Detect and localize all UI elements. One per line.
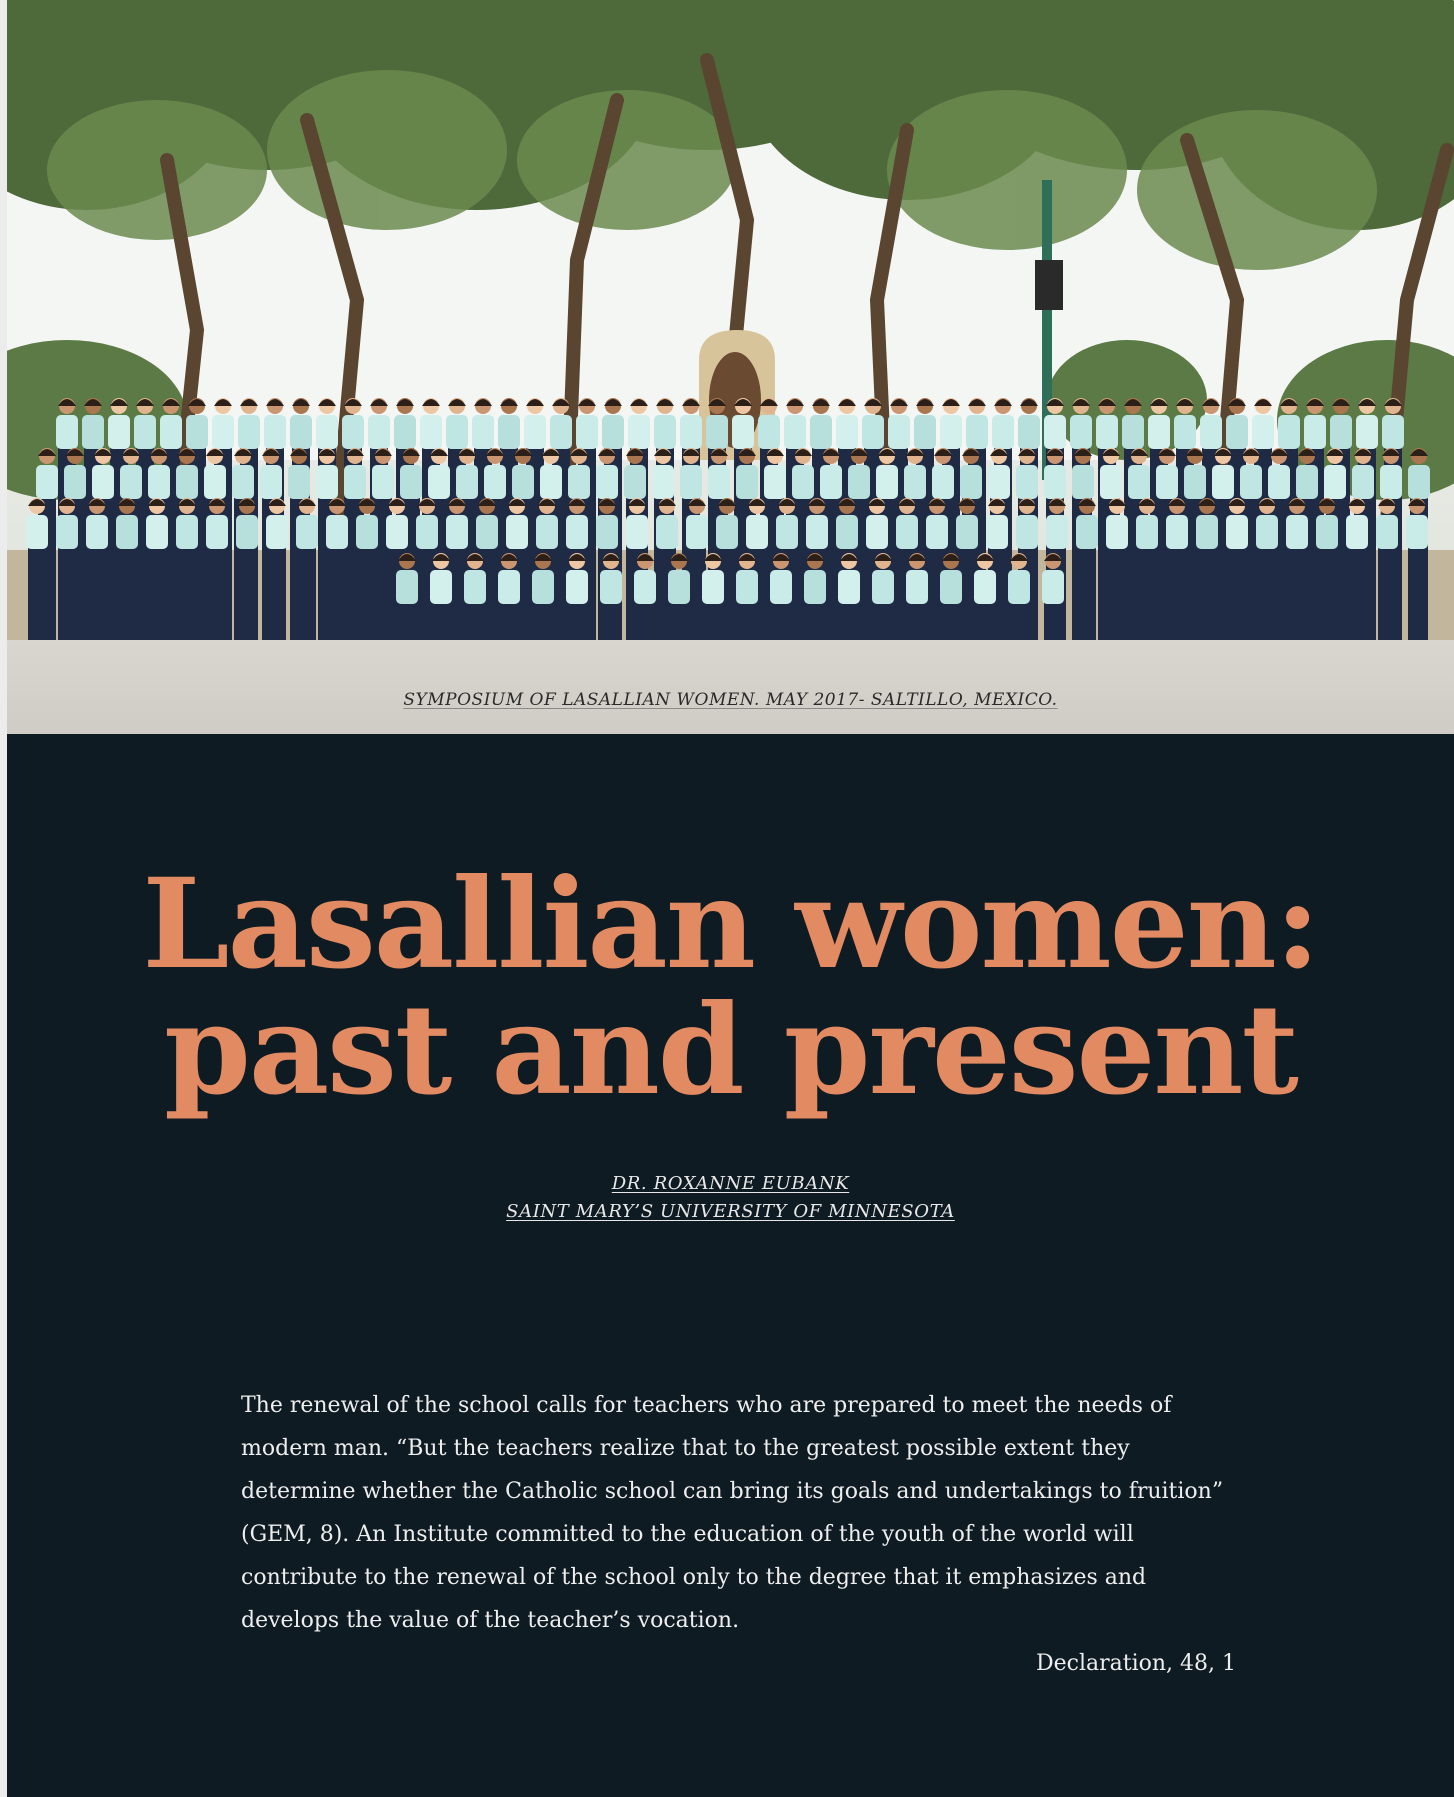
author-affiliation: SAINT MARY’S UNIVERSITY OF MINNESOTA xyxy=(506,1201,955,1222)
group-photo xyxy=(7,0,1454,734)
epigraph xyxy=(241,1384,1241,1685)
photo-illustration xyxy=(7,0,1454,734)
epigraph-text: The renewal of the school calls for teachers who are prepared to meet the needs of modern man. “But the teachers realize that to the greatest possible extent they determine whether the Catholic school can bring its goals and undertakings to fruition” (GEM, 8). An Institute committed to the education of the youth of the world will contribute to the renewal of the school only to the degree that it emphasizes and develops the value of the teacher’s vocation. xyxy=(241,1393,1224,1633)
title-line-2: past and present xyxy=(164,978,1297,1123)
article-header xyxy=(7,734,1454,1797)
epigraph-source: Declaration, 48, 1 xyxy=(1035,1651,1236,1676)
title-line-1: Lasallian women: xyxy=(142,852,1319,997)
article-title xyxy=(7,852,1454,1123)
page-edge xyxy=(0,0,7,1797)
byline xyxy=(7,1170,1454,1226)
author-name: DR. ROXANNE EUBANK xyxy=(611,1173,850,1194)
photo-caption: SYMPOSIUM OF LASALLIAN WOMEN. MAY 2017- SALTILLO, MEXICO. xyxy=(403,690,1058,710)
